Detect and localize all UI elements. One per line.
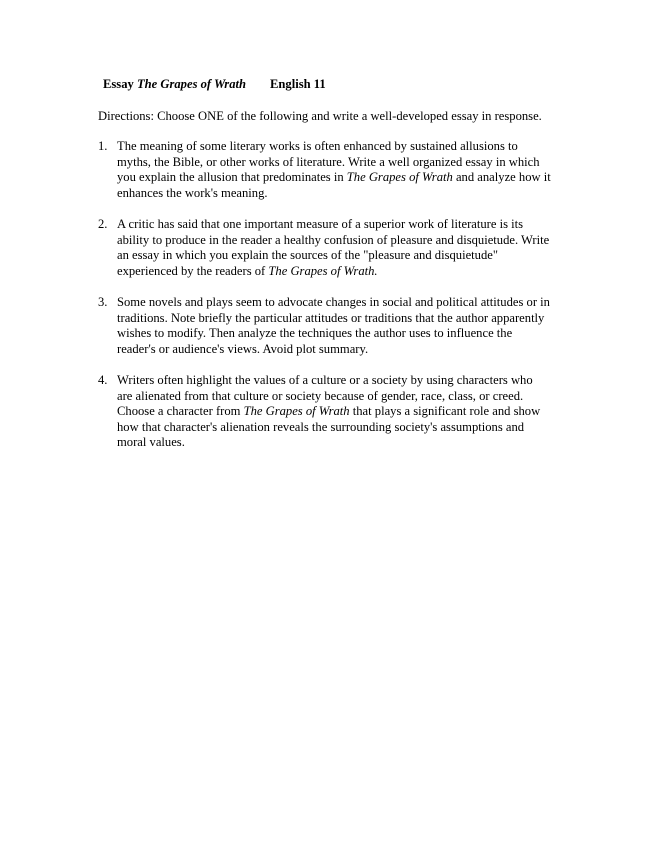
prompt-number: 3. [98, 294, 108, 309]
directions-text: Directions: Choose ONE of the following and write a well-developed essay in response. [98, 109, 542, 123]
book-title-italic: The Grapes of Wrath. [268, 263, 378, 278]
prompt-number: 1. [98, 139, 108, 153]
essay-prompt-1 [98, 139, 578, 201]
prompt-text: myths, the Bible, or other works of literature. Write a well organized essay in which [117, 154, 540, 169]
essay-prompt-3 [98, 295, 578, 357]
prompt-text: wishes to modify. Then analyze the techniques the author uses to influence the [117, 326, 513, 341]
prompt-text: Choose a character from [117, 404, 244, 419]
prompt-text-line [117, 170, 578, 186]
book-title-italic: The Grapes of Wrath [346, 170, 453, 185]
prompt-text: are alienated from that culture or society because of gender, race, class, or creed. [117, 388, 524, 403]
prompt-text: how that character's alienation reveals the surrounding society's assumptions and [117, 419, 525, 434]
prompt-text: A critic has said that one important measure of a superior work of literature is its [117, 216, 524, 231]
prompt-text-line [117, 389, 578, 405]
prompt-text-line [117, 186, 578, 202]
prompt-text-line [117, 373, 578, 389]
prompt-text: enhances the work's meaning. [117, 185, 268, 200]
prompt-text-line [117, 311, 578, 327]
prompt-text: reader's or audience's views. Avoid plot summary. [117, 341, 369, 356]
prompt-text-line [117, 404, 578, 420]
prompt-text: Some novels and plays seem to advocate changes in social and political attitudes or in [117, 294, 550, 309]
prompt-text-line [117, 435, 578, 451]
prompt-text: Writers often highlight the values of a culture or a society by using characters who [117, 372, 533, 387]
heading-prefix: Essay [103, 77, 134, 91]
prompt-text-line [117, 295, 578, 311]
prompt-text: moral values. [117, 435, 185, 450]
prompt-text-line [117, 155, 578, 171]
heading-course: English 11 [270, 77, 326, 91]
prompt-text: The meaning of some literary works is often enhanced by sustained allusions to [117, 139, 518, 153]
essay-heading [103, 77, 326, 93]
prompt-text: you explain the allusion that predominates in [117, 170, 347, 185]
prompt-text-line [117, 326, 578, 342]
prompt-text-line [117, 420, 578, 436]
prompt-text-line [117, 233, 578, 249]
prompt-text: an essay in which you explain the sources of the "pleasure and disquietude" [117, 248, 498, 263]
prompt-text-line [117, 342, 578, 358]
essay-prompt-4 [98, 373, 578, 451]
heading-book-title: The Grapes of Wrath [136, 77, 246, 91]
prompt-text: that plays a significant role and show [349, 404, 541, 419]
book-title-italic: The Grapes of Wrath [243, 404, 350, 419]
prompt-text-line [117, 248, 578, 264]
essay-prompt-2 [98, 217, 578, 279]
prompt-text-line [117, 217, 578, 233]
prompt-text: traditions. Note briefly the particular attitudes or traditions that the author apparently [117, 310, 545, 325]
prompt-number: 4. [98, 372, 108, 387]
prompt-text: and analyze how it [452, 170, 551, 185]
prompt-text: experienced by the readers of [117, 263, 269, 278]
prompt-number: 2. [98, 216, 108, 231]
prompt-list [98, 139, 578, 466]
prompt-text: ability to produce in the reader a healthy confusion of pleasure and disquietude. Write [117, 232, 550, 247]
prompt-text-line [117, 264, 578, 280]
prompt-text-line [117, 139, 578, 155]
